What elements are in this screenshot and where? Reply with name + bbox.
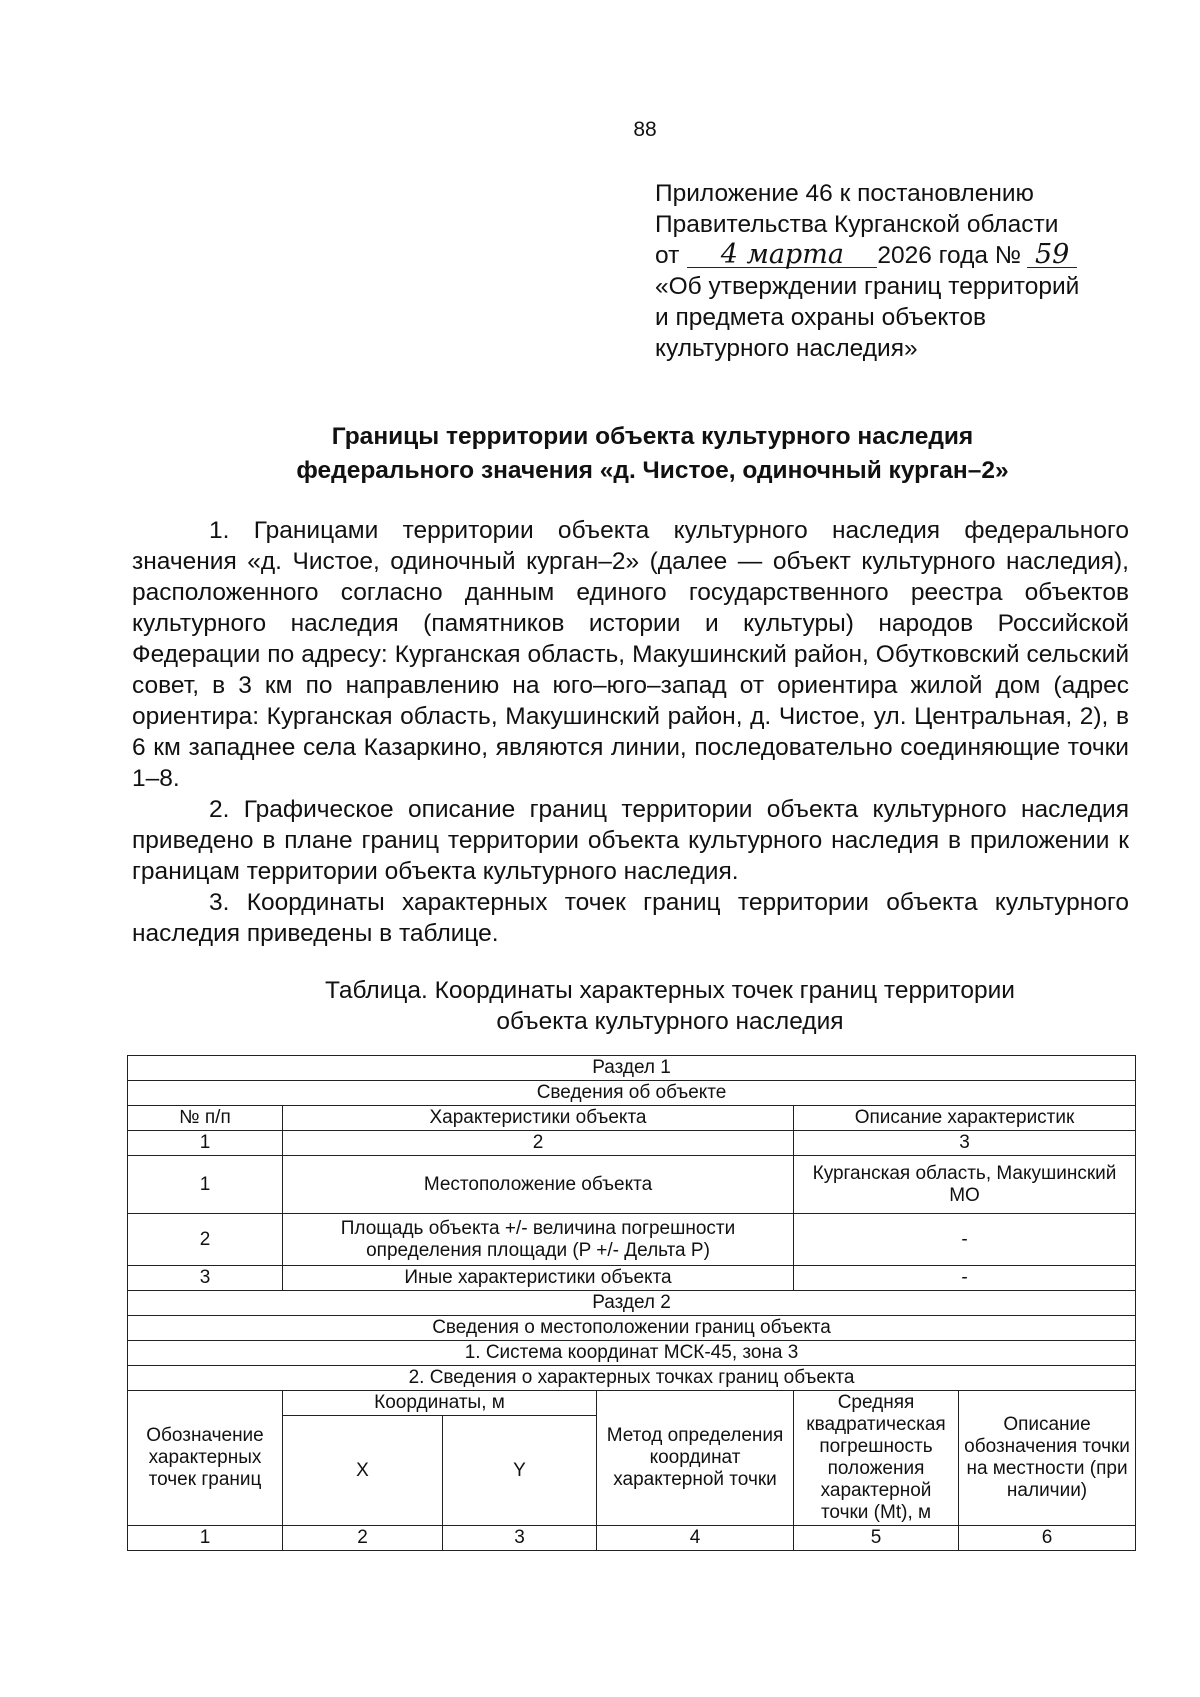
table-cell: Курганская область, Макушинский МО (794, 1156, 1136, 1214)
coordinate-system: 1. Система координат МСК-45, зона 3 (128, 1341, 1136, 1366)
column-header: № п/п (128, 1106, 283, 1131)
column-header: X (283, 1416, 443, 1526)
appendix-line: культурного наследия» (655, 335, 918, 362)
column-number: 1 (128, 1526, 283, 1551)
paragraph: 2. Графическое описание границ территории объекта культурного наследия приведено в плане границ территории объекта культурного наследия в приложении к границам территории объекта культурного наследия. (132, 796, 1129, 885)
heading-line: федерального значения «д. Чистое, одиночный курган–2» (296, 457, 1009, 484)
paragraph: 1. Границами территории объекта культурного наследия федерального значения «д. Чистое, одиночный курган–2» (далее — объект культурного наследия), расположенного согласно данным единого государственного реестра объектов культурного наследия (памятников истории и культуры) народов Российской Федерации по адресу: Курганская область, Макушинский район, Обутковский сельский совет, в 3 км по направлению на юго–юго–запад от ориентира жилой дом (адрес ориентира: Курганская область, Макушинский район, д. Чистое, ул. Центральная, 2), в 6 км западнее села Казаркино, являются линии, последовательно соединяющие точки 1–8. (132, 517, 1129, 792)
column-number: 2 (283, 1526, 443, 1551)
table-row (128, 1526, 1136, 1551)
year-text: 2026 года № (877, 242, 1022, 269)
caption-line: объекта культурного наследия (496, 1008, 844, 1035)
table-caption (0, 975, 1200, 1037)
column-header: Описание характеристик (794, 1106, 1136, 1131)
table-row (128, 1341, 1136, 1366)
column-number: 5 (794, 1526, 959, 1551)
coordinates-table (127, 1055, 1136, 1551)
appendix-line: и предмета охраны объектов (655, 304, 986, 331)
appendix-line: Правительства Курганской области (655, 211, 1059, 238)
column-header: Y (443, 1416, 597, 1526)
table-cell: - (794, 1214, 1136, 1266)
column-number: 6 (959, 1526, 1136, 1551)
column-number: 1 (128, 1131, 283, 1156)
table-cell: Местоположение объекта (283, 1156, 794, 1214)
section-subtitle: Сведения о местоположении границ объекта (128, 1316, 1136, 1341)
column-number: 3 (794, 1131, 1136, 1156)
handwritten-date: 4 марта (687, 243, 877, 268)
body-text (132, 515, 1129, 949)
heading-line: Границы территории объекта культурного наследия (331, 423, 974, 450)
paragraph: 3. Координаты характерных точек границ территории объекта культурного наследия приведены в таблице. (132, 889, 1129, 947)
appendix-line: Приложение 46 к постановлению (655, 180, 1034, 207)
column-number: 4 (597, 1526, 794, 1551)
column-header: Обозначение характерных точек границ (128, 1391, 283, 1526)
from-prefix: от (655, 242, 680, 269)
table-row (128, 1316, 1136, 1341)
appendix-line: «Об утверждении границ территорий (655, 273, 1080, 300)
table-row (128, 1131, 1136, 1156)
coordinates-table-wrap (127, 1055, 1135, 1551)
column-header: Средняя квадратическая погрешность положения характерной точки (Mt), м (794, 1391, 959, 1526)
table-row (128, 1106, 1136, 1131)
column-number: 2 (283, 1131, 794, 1156)
section-subtitle: Сведения об объекте (128, 1081, 1136, 1106)
table-cell: Иные характеристики объекта (283, 1266, 794, 1291)
column-header: Описание обозначения точки на местности (при наличии) (959, 1391, 1136, 1526)
appendix-date-line (655, 240, 1079, 271)
table-row (128, 1266, 1136, 1291)
column-header: Координаты, м (283, 1391, 597, 1416)
table-row (128, 1391, 1136, 1416)
table-cell: 1 (128, 1156, 283, 1214)
table-cell: 2 (128, 1214, 283, 1266)
caption-line: Таблица. Координаты характерных точек границ территории (324, 977, 1015, 1004)
table-row (128, 1156, 1136, 1214)
table-cell: Площадь объекта +/- величина погрешности определения площади (P +/- Дельта P) (283, 1214, 794, 1266)
section-title: Раздел 2 (128, 1291, 1136, 1316)
points-title: 2. Сведения о характерных точках границ объекта (128, 1366, 1136, 1391)
table-row (128, 1081, 1136, 1106)
page-number: 88 (633, 118, 657, 141)
table-cell: - (794, 1266, 1136, 1291)
column-number: 3 (443, 1526, 597, 1551)
column-header: Характеристики объекта (283, 1106, 794, 1131)
table-row (128, 1366, 1136, 1391)
table-row (128, 1056, 1136, 1081)
table-row (128, 1291, 1136, 1316)
handwritten-number: 59 (1027, 243, 1077, 268)
section-title: Раздел 1 (128, 1056, 1136, 1081)
column-header: Метод определения координат характерной точки (597, 1391, 794, 1526)
table-row (128, 1214, 1136, 1266)
appendix-block (655, 178, 1079, 364)
document-heading (0, 420, 1200, 488)
table-cell: 3 (128, 1266, 283, 1291)
